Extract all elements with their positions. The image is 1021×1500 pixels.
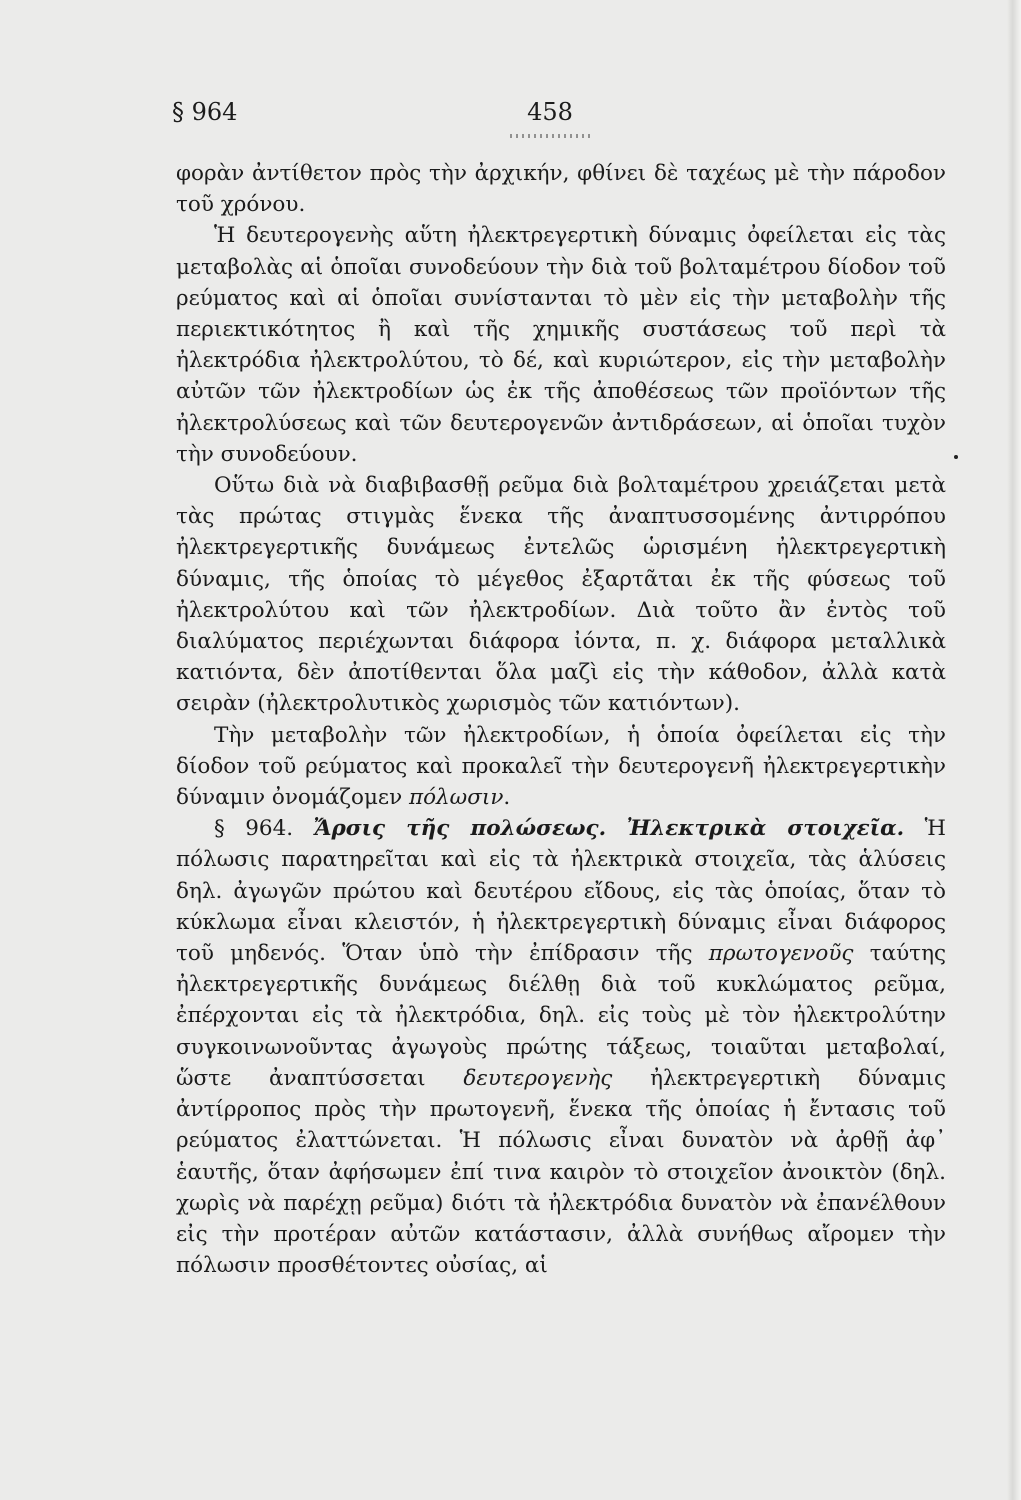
ink-dot xyxy=(954,455,958,459)
section-title-b: Ἠλεκτρικὰ στοιχεῖα. xyxy=(626,816,905,842)
body-text xyxy=(176,158,946,1281)
section-label: § 964. xyxy=(214,816,294,842)
paragraph-text: ἠλεκτρεγερτικὴ δύναμις ἀντίρροπος πρὸς τὴν πρωτογενῆ, ἕνεκα τῆς ὁποίας ἡ ἔντασις τοῦ ρεύματος ἐλαττώνεται. Ἡ πόλωσις εἶναι δυνατὸν νὰ ἀρθῇ ἀφ᾿ ἑαυτῆς, ὅταν ἀφήσωμεν ἐπί τινα καιρὸν τὸ στοιχεῖον ἀνοικτὸν (δηλ. χωρὶς νὰ παρέχῃ ρεῦμα) διότι τὰ ἠλεκτρόδια δυνατὸν νὰ ἐπανέλθουν εἰς τὴν προτέραν αὐτῶν κατάστασιν, ἀλλὰ συνήθως αἴρομεν τὴν πόλωσιν προσθέτοντες οὐσίας, αἱ xyxy=(176,1065,946,1279)
paragraph xyxy=(176,470,946,720)
paragraph-text: Οὕτω διὰ νὰ διαβιβασθῇ ρεῦμα διὰ βολταμέτρου χρειάζεται μετὰ τὰς πρώτας στιγμὰς ἕνεκα τῆς ἀναπτυσσομένης ἀντιρρόπου ἠλεκτρεγερτικῆς δυνάμεως ἐντελῶς ὡρισμένη ἠλεκτρεγερτικὴ δύναμις, τῆς ὁποίας τὸ μέγεθος ἐξαρτᾶται ἐκ τῆς φύσεως τοῦ ἠλεκτρολύτου καὶ τῶν ἠλεκτροδίων. Διὰ τοῦτο ἂν ἐντὸς τοῦ διαλύματος περιέχωνται διάφορα ἰόντα, π. χ. διάφορα μεταλλικὰ κατιόντα, δὲν ἀποτίθενται ὅλα μαζὶ εἰς τὴν κάθοδον, ἀλλὰ κατὰ σειρὰν (ἠλεκτρολυτικὸς χωρισμὸς τῶν κατιόντων). xyxy=(176,473,946,717)
paragraph-text-end: . xyxy=(503,785,511,811)
paragraph xyxy=(176,220,946,470)
page-edge-shadow xyxy=(1007,0,1021,1500)
section-title-a: Ἄρσις τῆς πολώσεως. xyxy=(313,816,607,842)
section-paragraph xyxy=(176,813,946,1281)
page-number: 458 xyxy=(527,98,573,126)
running-head xyxy=(172,98,952,138)
section-mark: § 964 xyxy=(172,98,238,126)
paragraph-text: Τὴν μεταβολὴν τῶν ἠλεκτροδίων, ἡ ὁποία ὀφείλεται εἰς τὴν δίοδον τοῦ ρεύματος καὶ προκαλεῖ τὴν δευτερογενῆ ἠλεκτρεγερτικὴν δύναμιν ὀνομάζομεν xyxy=(176,722,946,811)
paragraph-text: φορὰν ἀντίθετον πρὸς τὴν ἀρχικήν, φθίνει δὲ ταχέως μὲ τὴν πάροδον τοῦ χρόνου. xyxy=(176,161,946,218)
paragraph-text: ταύτης ἠλεκτρεγερτικῆς δυνάμεως διέλθῃ διὰ τοῦ κυκλώματος ρεῦμα, ἐπέρχονται εἰς τὰ ἠλεκτρόδια, δηλ. εἰς τοὺς μὲ τὸν ἠλεκτρολύτην συγκοινωνοῦντας ἀγωγοὺς πρώτης τάξεως, τοιαῦται μεταβολαί, ὥστε ἀναπτύσσεται xyxy=(176,941,946,1091)
page-number-underline xyxy=(510,134,590,138)
term-polosis: πόλωσιν xyxy=(408,785,504,811)
paragraph xyxy=(176,720,946,814)
paragraph-text: Ἡ πόλωσις παρατηρεῖται καὶ εἰς τὰ ἠλεκτρικὰ στοιχεῖα, τὰς ἁλύσεις δηλ. ἀγωγῶν πρώτου καὶ δευτέρου εἴδους, εἰς τὰς ὁποίας, ὅταν τὸ κύκλωμα εἶναι κλειστόν, ἡ ἠλεκτρεγερτικὴ δύναμις εἶναι διάφορος τοῦ μηδενός. Ὅταν ὑπὸ τὴν ἐπίδρασιν τῆς xyxy=(176,816,946,967)
paragraph-continuation xyxy=(176,158,946,220)
paragraph-text: Ἡ δευτερογενὴς αὕτη ἠλεκτρεγερτικὴ δύναμις ὀφείλεται εἰς τὰς μεταβολὰς αἱ ὁποῖαι συνοδεύουν τὴν διὰ τοῦ βολταμέτρου δίοδον τοῦ ρεύματος καὶ αἱ ὁποῖαι συνίστανται τὸ μὲν εἰς τὴν μεταβολὴν τῆς περιεκτικότητος ἢ καὶ τῆς χημικῆς συστάσεως τοῦ περὶ τὰ ἠλεκτρόδια ἠλεκτρολύτου, τὸ δέ, καὶ κυριώτερον, εἰς τὴν μεταβολὴν αὐτῶν τῶν ἠλεκτροδίων ὡς ἐκ τῆς ἀποθέσεως τῶν προϊόντων τῆς ἠλεκτρολύσεως καὶ τῶν δευτερογενῶν ἀντιδράσεων, αἱ ὁποῖαι τυχὸν τὴν συνοδεύουν. xyxy=(176,223,946,467)
term-deuterogenis: δευτερογενὴς xyxy=(463,1065,613,1091)
term-protogenous: πρωτογενοῦς xyxy=(708,941,854,967)
